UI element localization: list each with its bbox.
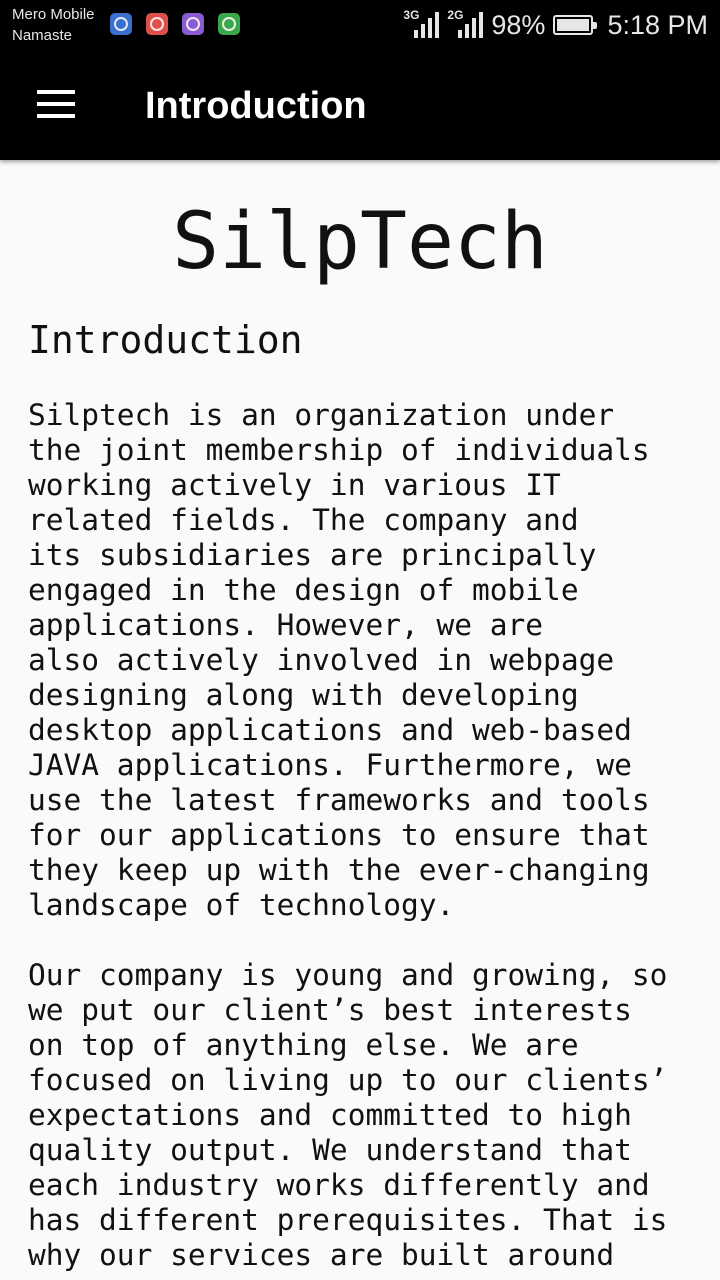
mail-notification-icon	[146, 13, 168, 35]
gallery-notification-icon	[182, 13, 204, 35]
carrier-line-1: Mero Mobile	[12, 6, 95, 23]
page-title: Introduction	[145, 85, 367, 127]
app-notification-blue-icon	[110, 13, 132, 35]
section-title: Introduction	[28, 318, 303, 362]
brand-title: SilpTech	[172, 197, 548, 287]
signal-2g-icon	[447, 10, 483, 40]
app-bar	[0, 50, 720, 160]
hamburger-menu-icon[interactable]	[26, 80, 86, 128]
battery-fill	[557, 19, 588, 31]
notification-icons	[110, 13, 240, 35]
carrier-name	[12, 4, 95, 46]
status-indicators	[403, 8, 708, 42]
network-type-2g: 2G	[447, 8, 464, 22]
content-area[interactable]	[0, 160, 720, 1280]
battery-icon	[553, 15, 593, 35]
carrier-line-2: Namaste	[12, 27, 73, 44]
intro-paragraph-2: Our company is young and growing, so we put our client’s best interests on top of anything else. We are focused on living up to our clients’ expectations and committed to high quality output. We understand that each industry works differently and has different prerequisites. That is why our services are built around	[28, 958, 668, 1272]
battery-percent: 98%	[491, 9, 546, 40]
network-type-3g: 3G	[403, 8, 420, 22]
signal-3g-icon	[403, 10, 439, 40]
clock: 5:18 PM	[607, 9, 708, 40]
shield-notification-icon	[218, 13, 240, 35]
intro-paragraph-1: Silptech is an organization under the joint membership of individuals working actively in various IT related fields. The company and its subsidiaries are principally engaged in the design of mobile applications. However, we are also actively involved in webpage designing along with developing desktop applications and web-based JAVA applications. Furthermore, we use the latest frameworks and tools for our applications to ensure that they keep up with the ever-changing landscape of technology.	[28, 398, 650, 922]
status-bar	[0, 0, 720, 50]
